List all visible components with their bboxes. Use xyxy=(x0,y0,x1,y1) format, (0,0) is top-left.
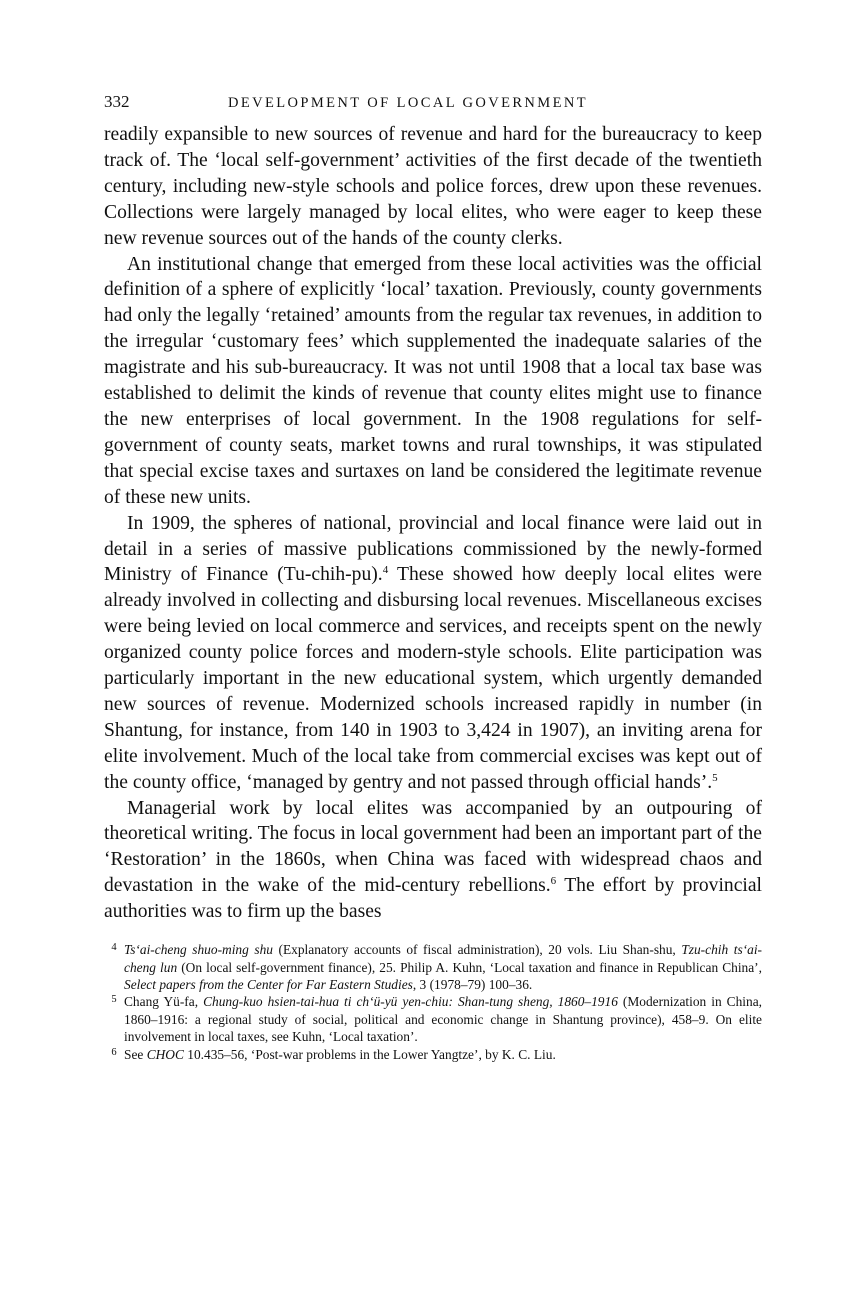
footnote-5: 5 Chang Yü-fa, Chung-kuo hsien-tai-hua ti ch‘ü-yü yen-chiu: Shan-tung sheng, 1860–1916 (Modernization in China, 1860–1916: a regional study of social, political and economic change in Shantung province), 458–9. On elite involvement in local taxes, see Kuhn, ‘Local taxation’. xyxy=(111,994,763,1045)
footnote-ref-4: 4 xyxy=(382,564,389,577)
paragraph-3 xyxy=(104,511,762,796)
footnote-ref-5: 5 xyxy=(712,771,718,784)
footnote-4-text-3: , 3 (1978–79) 100–36. xyxy=(412,976,533,992)
page-number: 332 xyxy=(104,92,130,111)
page xyxy=(104,92,762,1063)
paragraph-1: readily expansible to new sources of revenue and hard for the bureaucracy to keep track of. The ‘local self-government’ activities of the first decade of the twentieth century, including new-style schools and police forces, drew upon these revenues. Collections were largely managed by local elites, who were eager to keep these new revenue sources out of the hands of the county clerks. xyxy=(104,124,762,249)
footnote-4: 4 Ts‘ai-cheng shuo-ming shu (Explanatory accounts of fiscal administration), 20 vols. Liu Shan-shu, Tzu-chih ts‘ai-cheng lun (On local self-government finance), 25. Philip A. Kuhn, ‘Local taxation and finance in Republican China’, Select papers from the Center for Far Eastern Studies, 3 (1978–79) 100–36. xyxy=(111,942,763,992)
footnote-4-title-1: Ts‘ai-cheng shuo-ming shu xyxy=(124,942,273,958)
footnote-6-text-1: See xyxy=(124,1046,147,1062)
running-head xyxy=(104,92,762,120)
footnote-5-title-1: Chung-kuo hsien-tai-hua ti ch‘ü-yü yen-chiu: Shan-tung sheng, 1860–1916 xyxy=(203,994,618,1010)
footnote-4-title-2: Tzu-chih ts‘ai-cheng lun xyxy=(124,942,763,975)
paragraph-3-text-a: In 1909, the spheres of national, provincial and local finance were laid out in detail in a series of massive publications commissioned by the newly-formed Ministry of Finance (Tu-chih-pu). xyxy=(104,512,762,586)
footnote-6-text-2: 10.435–56, ‘Post-war problems in the Lower Yangtze’, by K. C. Liu. xyxy=(183,1046,556,1062)
paragraph-4-text-a: Managerial work by local elites was accompanied by an outpouring of theoretical writing. The focus in local government had been an important part of the ‘Restoration’ in the 1860s, when China was faced with widespread chaos and devastation in the wake of the mid-century rebellions. xyxy=(104,797,762,897)
footnote-6-title-1: CHOC xyxy=(146,1046,184,1062)
footnote-4-text-1: (Explanatory accounts of fiscal administration), 20 vols. Liu Shan-shu, xyxy=(272,942,682,958)
footnote-4-text-2: (On local self-government finance), 25. Philip A. Kuhn, ‘Local taxation and finance in Republican China’, xyxy=(177,959,762,975)
paragraph-4-text-b: The effort by provincial authorities was to firm up the bases xyxy=(104,875,763,923)
paragraph-2: An institutional change that emerged from these local activities was the official definition of a sphere of explicitly ‘local’ taxation. Previously, county governments had only the legally ‘retained’ amounts from the regular tax revenues, in addition to the irregular ‘customary fees’ which supplemented the inadequate salaries of the magistrate and his sub-bureaucracy. It was not until 1908 that a local tax base was established to delimit the kinds of revenue that county elites might use to finance the new enterprises of local government. In the 1908 regulations for self-government of county seats, market towns and rural townships, it was stipulated that special excise taxes and surtaxes on land be considered the legitimate revenue of these new units. xyxy=(104,253,762,508)
footnote-6: 6 See CHOC 10.435–56, ‘Post-war problems in the Lower Yangtze’, by K. C. Liu. xyxy=(111,1046,556,1062)
running-title: DEVELOPMENT OF LOCAL GOVERNMENT xyxy=(228,95,588,111)
footnote-5-text-1: Chang Yü-fa, xyxy=(124,994,204,1010)
paragraph-4 xyxy=(104,796,762,926)
footnote-ref-6: 6 xyxy=(550,875,557,888)
body-text xyxy=(104,122,762,925)
footnotes xyxy=(104,941,762,1063)
footnote-5-text-2: (Modernization in China, 1860–1916: a regional study of social, political and economic change in Shantung province), 458–9. On elite involvement in local taxes, see Kuhn, ‘Local taxation’. xyxy=(124,994,763,1045)
paragraph-3-text-b: These showed how deeply local elites were already involved in collecting and disbursing local revenues. Miscellaneous excises were being levied on local commerce and services, and receipts spent on the newly organized county police forces and modern-style schools. Elite participation was particularly important in the new educational system, which urgently demanded new sources of revenue. Modernized schools increased rapidly in number (in Shantung, for instance, from 140 in 1903 to 3,424 in 1907), an inviting arena for elite involvement. Much of the local take from commercial excises was kept out of the county office, ‘managed by gentry and not passed through official hands’. xyxy=(104,564,762,793)
footnote-4-title-3: Select papers from the Center for Far Eastern Studies xyxy=(124,976,413,992)
